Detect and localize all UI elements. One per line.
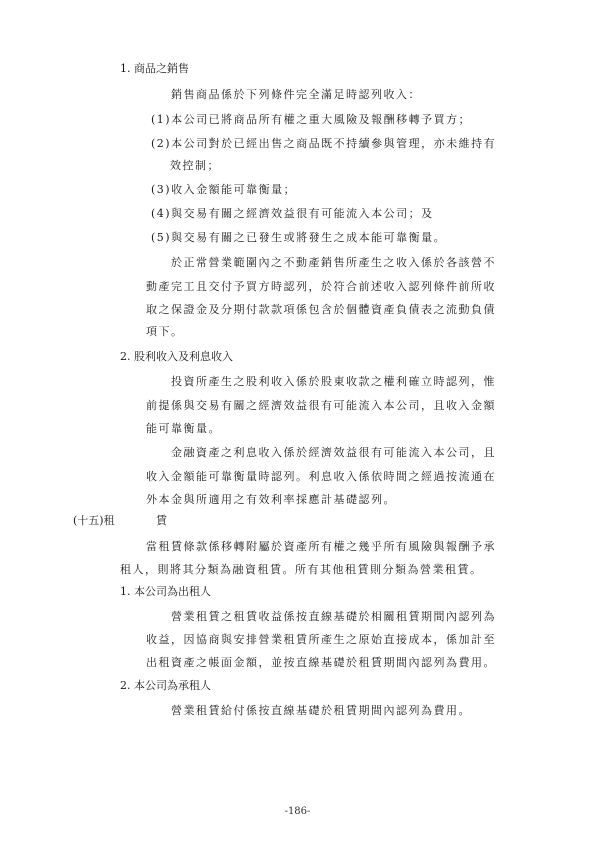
section-2-paragraph-1-line-3: 能可靠衡量。 xyxy=(146,422,221,435)
section-1-intro: 銷售商品係於下列條件完全滿足時認列收入： xyxy=(171,88,421,101)
condition-5: (5)與交易有關之已發生或將發生之成本能可靠衡量。 xyxy=(151,231,447,244)
condition-4: (4)與交易有關之經濟效益很有可能流入本公司；及 xyxy=(151,207,434,220)
condition-3: (3)收入金額能可靠衡量； xyxy=(151,183,297,196)
condition-1: (1)本公司已將商品所有權之重大風險及報酬移轉予買方； xyxy=(151,113,472,126)
section-2-paragraph-1-line-2: 前提係與交易有關之經濟效益很有可能流入本公司，且收入金額 xyxy=(146,399,496,412)
section-1-paragraph-line-1: 於正常營業範圍內之不動產銷售所產生之收入係於各該營不 xyxy=(171,256,496,269)
lease-section-label: (十五)租 xyxy=(73,514,115,527)
condition-2-line-2: 效控制； xyxy=(170,159,220,172)
lessee-paragraph-line-1: 營業租賃給付係按直線基礎於租賃期間內認列為費用。 xyxy=(171,704,471,717)
section-2-paragraph-2-line-1: 金融資產之利息收入係於經濟效益很有可能流入本公司，且 xyxy=(171,446,496,459)
lease-paragraph-line-2: 租人，則將其分類為融資租賃。所有其他租賃則分類為營業租賃。 xyxy=(120,563,483,576)
lessor-paragraph-line-2: 收益，因協商與安排營業租賃所產生之原始直接成本，係加計至 xyxy=(146,633,496,646)
lessor-paragraph-line-3: 出租資產之帳面金額，並按直線基礎於租賃期間內認列為費用。 xyxy=(146,656,496,669)
section-1-paragraph-line-3: 取之保證金及分期付款款項係包含於個體資產負債表之流動負債 xyxy=(146,303,496,316)
lease-paragraph-line-1: 當租賃條款係移轉附屬於資產所有權之幾乎所有風險與報酬予承 xyxy=(146,540,496,553)
page-number: -186- xyxy=(284,806,311,817)
lessee-heading: 2. 本公司為承租人 xyxy=(120,679,211,692)
section-2-paragraph-2-line-3: 外本金與所適用之有效利率採應計基礎認列。 xyxy=(146,493,396,506)
section-2-paragraph-1-line-1: 投資所產生之股利收入係於股東收款之權利確立時認列，惟 xyxy=(171,375,496,388)
section-1-paragraph-line-2: 動產完工且交付予買方時認列，於符合前述收入認列條件前所收 xyxy=(146,280,496,293)
section-2-paragraph-2-line-2: 收入金額能可靠衡量時認列。利息收入係依時間之經過按流通在 xyxy=(146,470,496,483)
lease-section-label-char: 賃 xyxy=(156,514,167,527)
section-1-paragraph-line-4: 項下。 xyxy=(146,325,184,338)
section-1-heading: 1. 商品之銷售 xyxy=(120,62,189,75)
lessor-paragraph-line-1: 營業租賃之租賃收益係按直線基礎於相關租賃期間內認列為 xyxy=(171,610,496,623)
lessor-heading: 1. 本公司為出租人 xyxy=(120,585,211,598)
section-2-heading: 2. 股利收入及利息收入 xyxy=(120,350,233,363)
condition-2-line-1: (2)本公司對於已經出售之商品既不持續參與管理，亦未維持有 xyxy=(151,137,497,150)
